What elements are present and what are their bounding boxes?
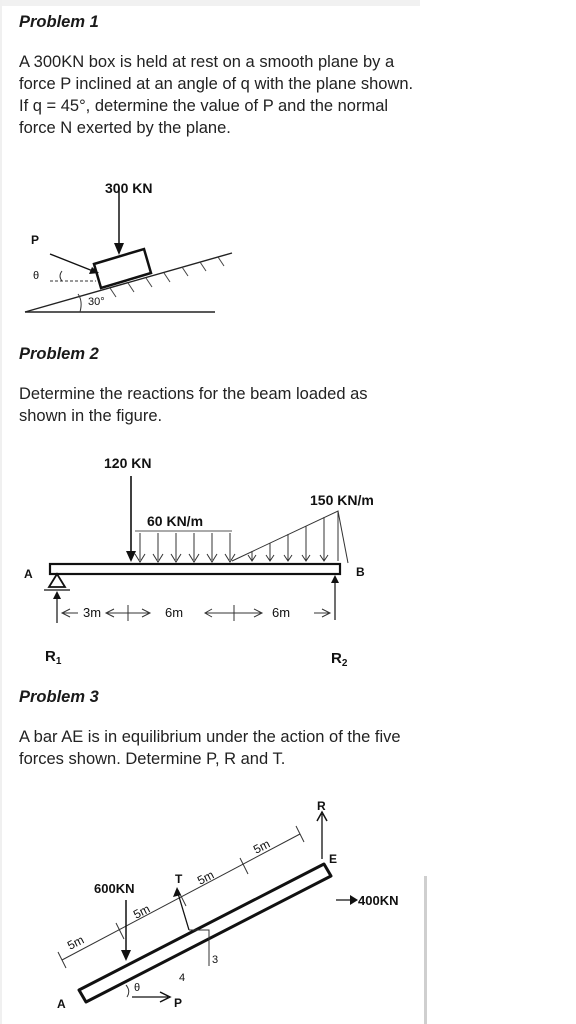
dimension-1: 3m bbox=[83, 605, 102, 620]
udl-arrows bbox=[135, 533, 235, 562]
udl-label: 60 KN/m bbox=[147, 513, 204, 529]
dimension-3: 6m bbox=[272, 605, 291, 620]
triangular-load-label: 150 KN/m bbox=[310, 492, 374, 508]
dimension-2: 6m bbox=[165, 605, 184, 620]
point-load-label: 120 KN bbox=[104, 455, 152, 471]
problem-1-figure bbox=[0, 175, 300, 325]
problem-2-title: Problem 2 bbox=[19, 345, 99, 363]
theta-arc bbox=[126, 985, 129, 997]
triangular-load-arrows bbox=[248, 517, 328, 561]
segment-3: 5m bbox=[195, 867, 217, 888]
triangle-right-arrow bbox=[338, 511, 348, 563]
end-a-label: A bbox=[24, 567, 33, 581]
top-bar bbox=[0, 0, 420, 6]
end-b-label: B bbox=[356, 565, 365, 579]
force-r-label: R bbox=[317, 799, 326, 813]
segment-4: 5m bbox=[251, 836, 273, 857]
load-600-label: 600KN bbox=[94, 881, 135, 896]
problem-3-figure bbox=[0, 790, 420, 1024]
force-400-label: 400KN bbox=[358, 893, 399, 908]
theta-label: θ bbox=[33, 270, 40, 282]
problem-3-text: A bar AE is in equilibrium under the action of the five forces shown. Determine P, R and T. bbox=[19, 728, 401, 768]
load-600-arrowhead bbox=[121, 950, 131, 961]
segment-1: 5m bbox=[65, 932, 87, 953]
support-a bbox=[49, 574, 65, 587]
end-a-label: A bbox=[57, 997, 66, 1011]
force-p-label: P bbox=[31, 233, 40, 247]
load-arrowhead bbox=[114, 243, 124, 255]
force-400-arrowhead bbox=[350, 895, 358, 905]
point-load-arrowhead bbox=[126, 551, 136, 562]
slope-label: 30° bbox=[88, 296, 105, 308]
force-t-arrowhead bbox=[173, 887, 181, 897]
problem-2-text: Determine the reactions for the beam loaded as shown in the figure. bbox=[19, 385, 368, 425]
force-p-label: P bbox=[174, 996, 183, 1010]
problem-1-text: A 300KN box is held at rest on a smooth plane by a force P inclined at an angle of q with the plane shown. If q = 45°, determine the value of P and the normal force N exerted by the plane. bbox=[19, 53, 414, 137]
load-label: 300 KN bbox=[105, 180, 153, 196]
problem-2-figure bbox=[0, 445, 420, 675]
segment-2: 5m bbox=[131, 901, 153, 922]
theta-label: θ bbox=[134, 982, 141, 994]
reaction-left-arrowhead bbox=[53, 591, 61, 599]
reaction-right-arrowhead bbox=[331, 575, 339, 583]
problem-3-title: Problem 3 bbox=[19, 688, 99, 706]
reaction-right-label: $R_2$ bbox=[331, 650, 348, 669]
ratio-4: 4 bbox=[179, 972, 186, 984]
ratio-3: 3 bbox=[212, 954, 219, 966]
triangular-load-outline bbox=[232, 511, 338, 561]
beam bbox=[50, 564, 340, 574]
end-e-label: E bbox=[329, 852, 338, 866]
reaction-left-label: $R_1$ bbox=[45, 648, 62, 667]
box bbox=[94, 249, 151, 288]
force-t-label: T bbox=[175, 872, 183, 886]
problem-1-title: Problem 1 bbox=[19, 13, 99, 31]
scroll-edge-line bbox=[424, 876, 427, 1024]
theta-arc bbox=[60, 271, 62, 281]
